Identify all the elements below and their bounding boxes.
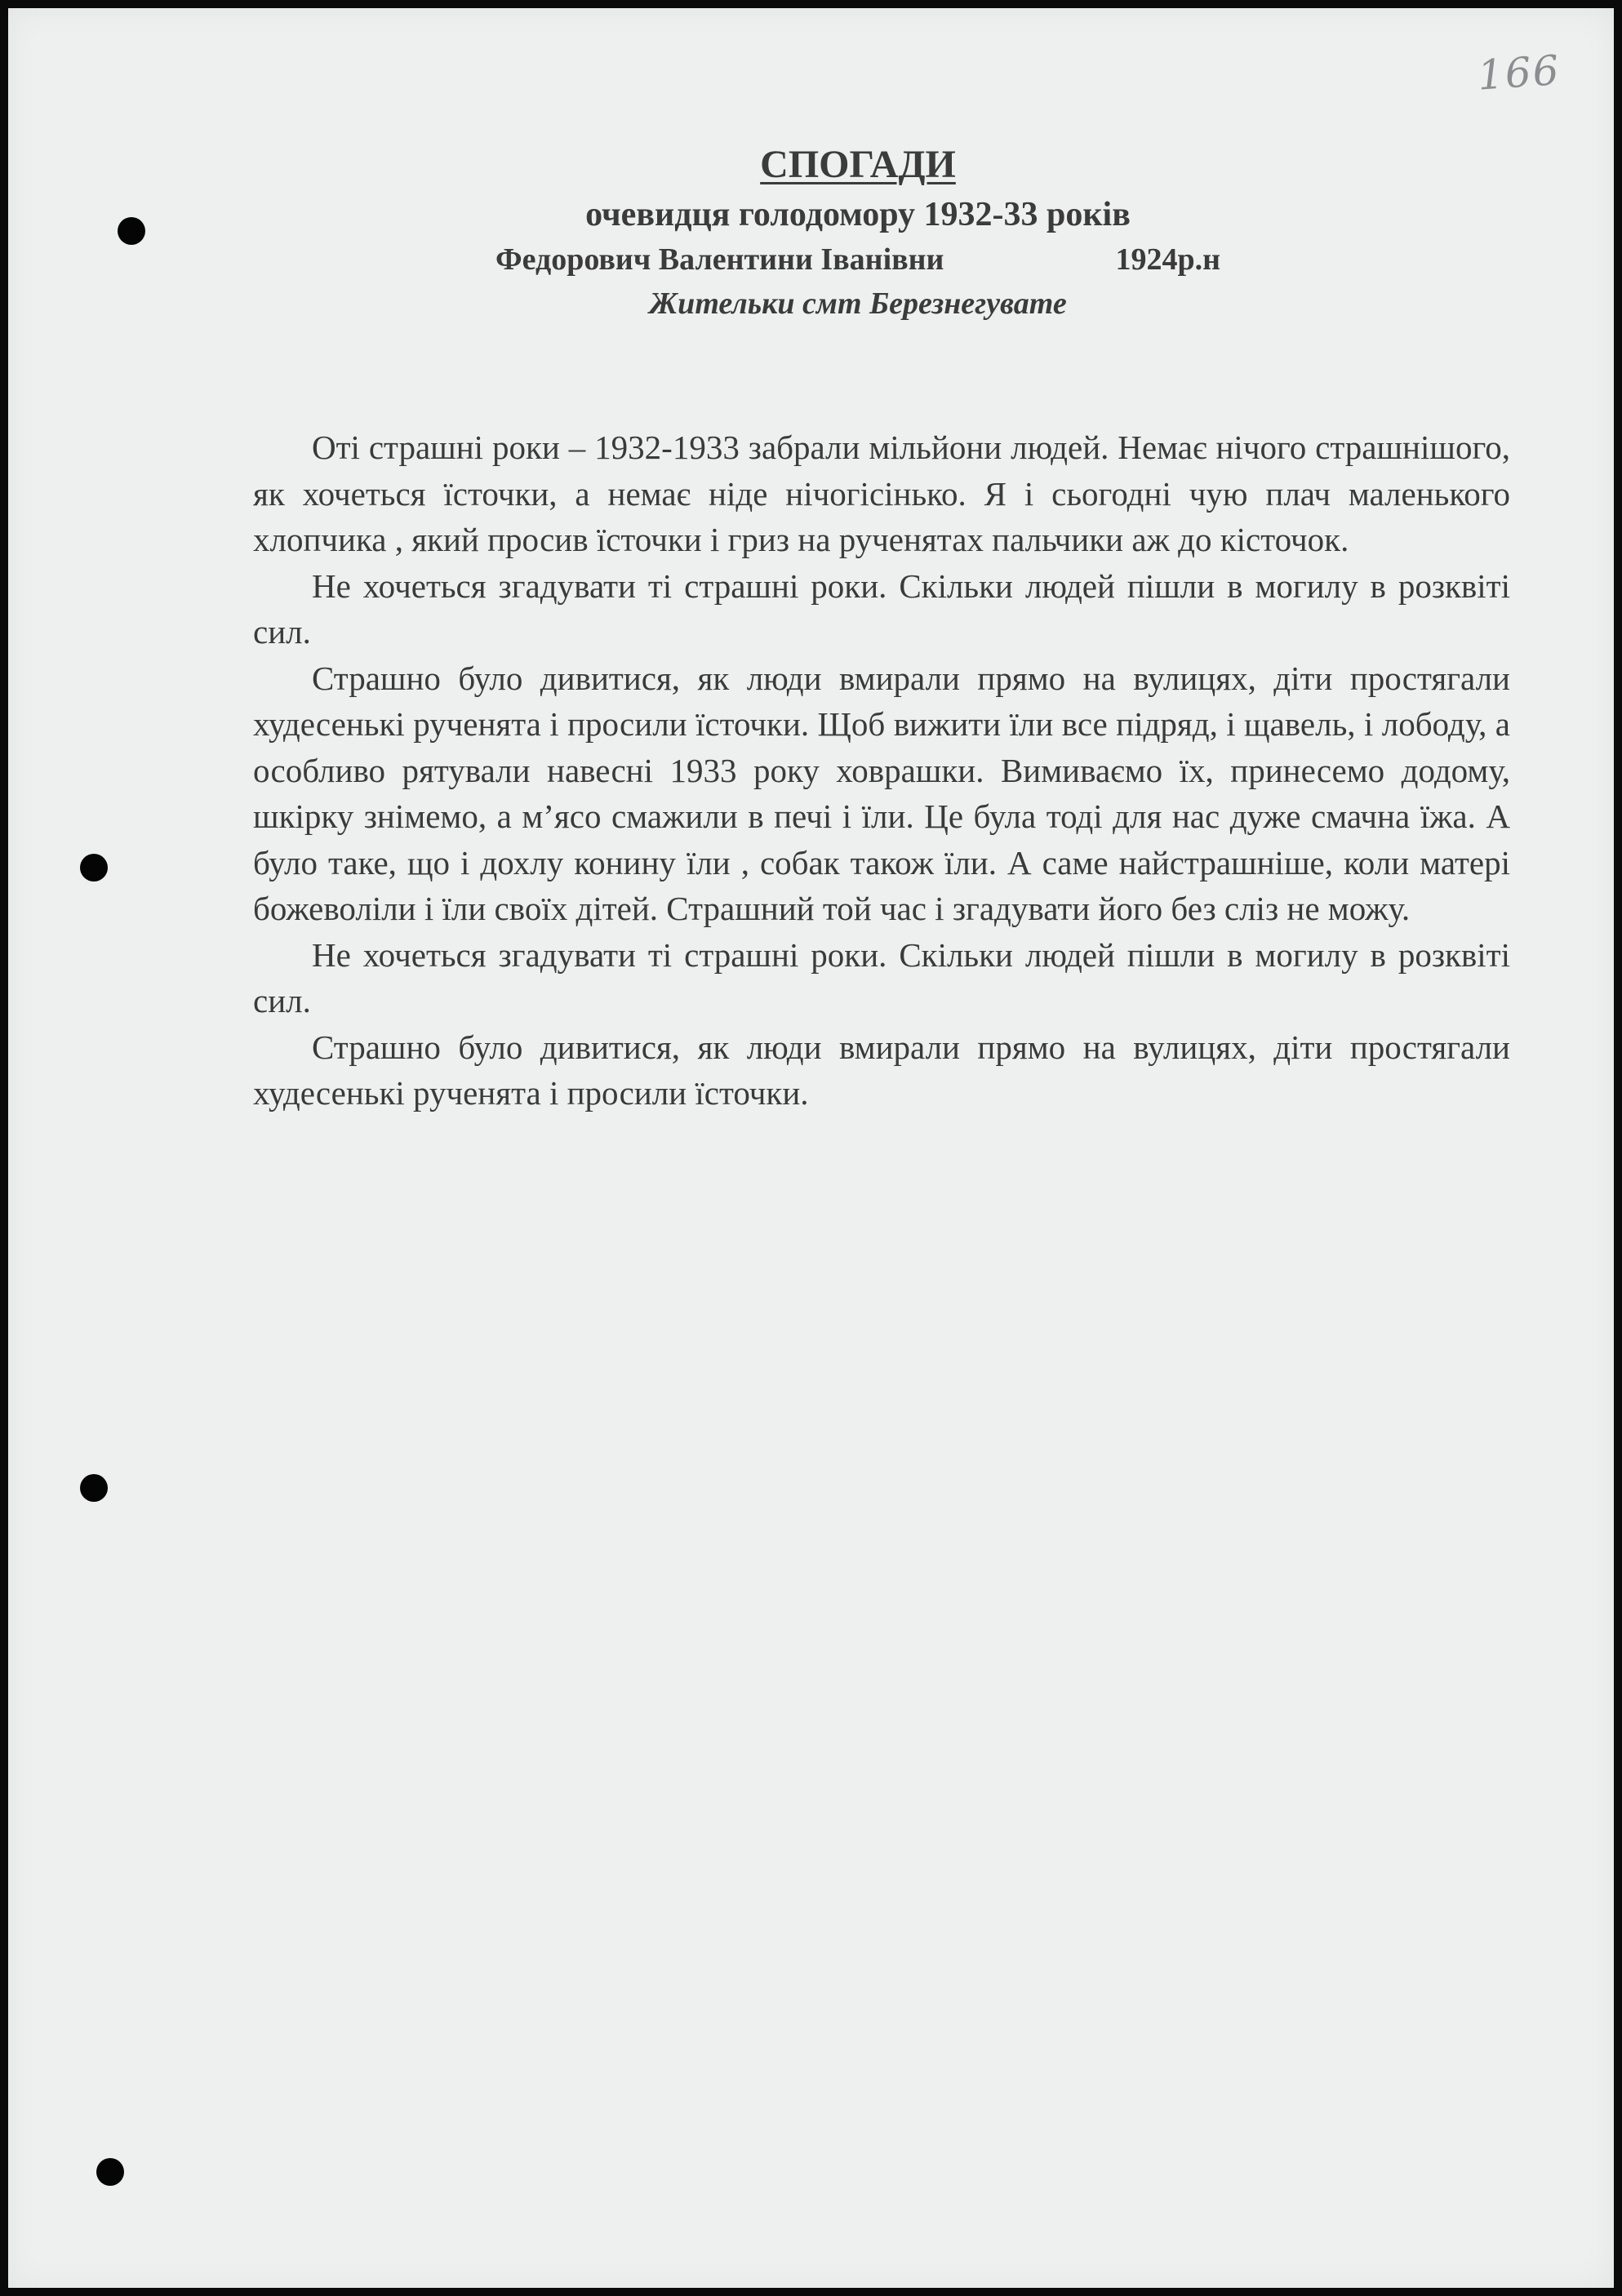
document-header [8, 139, 1622, 326]
paragraph-1: Оті страшні роки – 1932-1933 забрали мільйони людей. Немає нічого страшнішого, як хочеться їсточки, а немає ніде нічогісінько. Я і сьогодні чую плач маленького хлопчика , який просив їсточки і гриз на рученятах пальчики аж до кісточок. [253, 429, 1510, 558]
paragraph-3: Страшно було дивитися, як люди вмирали прямо на вулицях, діти простягали худесенькі рученята і просили їсточки. Щоб вижити їли все підряд, і щавель, і лободу, а особливо рятували навесні 1933 року ховрашки. Вимиваємо їх, принесемо додому, шкірку знімемо, а м’ясо смажили в печі і їли. Це була тоді для нас дуже смачна їжа. А було таке, що і дохлу конину їли , собак також їли. А саме найстрашніше, коли матері божеволіли і їли своїх дітей. Страшний той час і згадувати його без сліз не можу. [253, 659, 1510, 927]
author-birth-year: 1924р.н [1115, 242, 1220, 277]
document-subtitle: очевидця голодомору 1932-33 років [585, 196, 1131, 233]
document-page [8, 8, 1614, 2288]
punch-hole-4 [96, 2158, 124, 2186]
author-residence: Жительки смт Березнегувате [649, 286, 1067, 321]
punch-hole-3 [80, 1474, 108, 1502]
memoir-body [253, 424, 1510, 1117]
paragraph-2: Не хочеться згадувати ті страшні роки. Скільки людей пішли в могилу в розквіті сил. [253, 566, 1510, 651]
paragraph-4: Не хочеться згадувати ті страшні роки. Скільки людей пішли в могилу в розквіті сил. [253, 935, 1510, 1019]
document-title: СПОГАДИ [760, 143, 956, 186]
author-line [8, 238, 1622, 281]
author-name: Федорович Валентини Іванівни [495, 242, 944, 277]
punch-hole-2 [80, 854, 108, 882]
paragraph-5: Страшно було дивитися, як люди вмирали прямо на вулицях, діти простягали худесенькі рученята і просили їсточки. [253, 1028, 1510, 1112]
page-number: 166 [1476, 46, 1562, 100]
